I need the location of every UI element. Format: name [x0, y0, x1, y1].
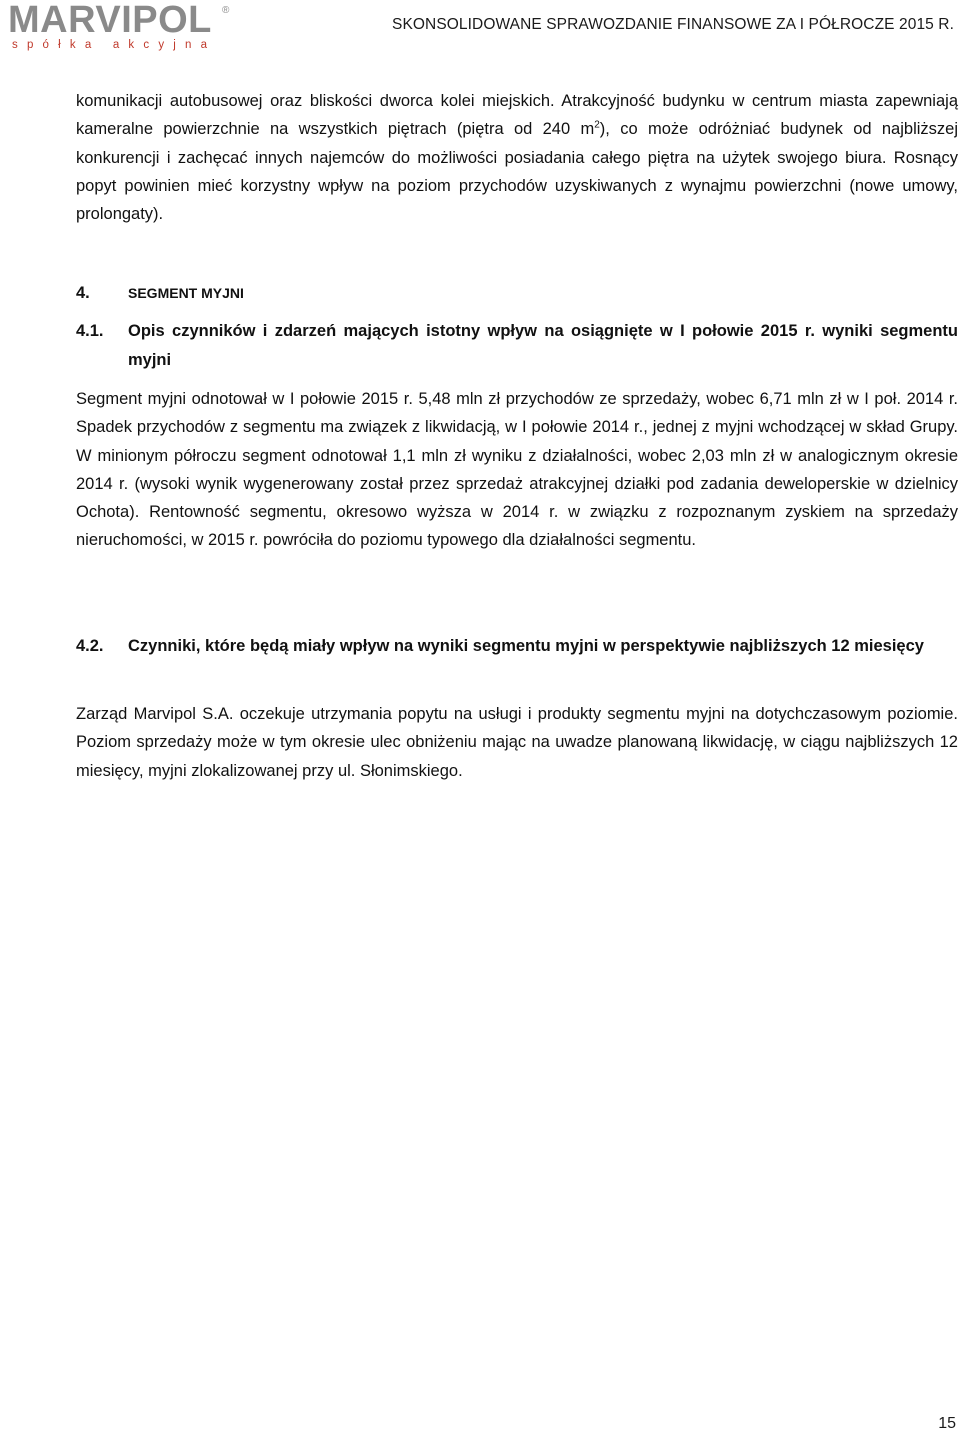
logo-tagline: spółka akcyjna — [12, 39, 217, 51]
section-4-1-body — [76, 385, 958, 555]
intro-paragraph — [76, 87, 958, 228]
section-4-number: 4. — [76, 284, 90, 302]
section-4-2-title: Czynniki, które będą miały wpływ na wyniki segmentu myjni w perspektywie najbliższych 12 miesięcy — [128, 637, 924, 655]
logo-wordmark: MARVIPOL — [8, 0, 212, 41]
logo-registered-mark: ® — [222, 5, 230, 16]
section-4-2-paragraph: Zarząd Marvipol S.A. oczekuje utrzymania popytu na usługi i produkty segmentu myjni na dotychczasowym poziomie. Poziom sprzedaży może w tym okresie ulec obniżeniu mając na uwadze planowaną likwidację, w ciągu najbliższych 12 miesięcy, myjni zlokalizowanej przy ul. Słonimskiego. — [76, 705, 958, 780]
section-4-1-heading — [76, 317, 958, 375]
section-4-heading — [76, 280, 244, 306]
page-number: 15 — [938, 1415, 956, 1432]
section-4-1-paragraph: Segment myjni odnotował w I połowie 2015 r. 5,48 mln zł przychodów ze sprzedaży, wobec 6,71 mln zł w I poł. 2014 r. Spadek przychodów z segmentu ma związek z likwidacją, w I połowie 2014 r., jednej z myjni wchodzącej w skład Grupy. W minionym półroczu segment odnotował 1,1 mln zł wyniku z działalności, wobec 2,03 mln zł w analogicznym okresie 2014 r. (wysoki wynik wygenerowany został przez sprzedaż atrakcyjnej działki pod zadania deweloperskie w dzielnicy Ochota). Rentowność segmentu, okresowo wyższa w 2014 r. w związku z rozpoznanym zyskiem na sprzedaży nieruchomości, w 2015 r. powróciła do poziomu typowego dla działalności segmentu. — [76, 390, 958, 550]
section-4-1-title: Opis czynników i zdarzeń mających istotny wpływ na osiągnięte w I połowie 2015 r. wyniki segmentu myjni — [128, 322, 958, 369]
section-4-title: SEGMENT MYJNI — [128, 285, 244, 301]
superscript-2: 2 — [594, 119, 600, 131]
report-title: SKONSOLIDOWANE SPRAWOZDANIE FINANSOWE ZA I PÓŁROCZE 2015 R. — [392, 16, 954, 33]
intro-text-start: komunikacji autobusowej oraz bliskości dworca kolei miejskich. Atrakcyjność budynku w centrum miasta zapewniają kameralne powierzchnie na wszystkich piętrach (piętra od 240 m — [76, 92, 958, 139]
marvipol-logo — [8, 2, 236, 54]
section-4-1-number: 4.1. — [76, 322, 104, 340]
section-4-2-heading — [76, 632, 958, 661]
intro-block — [76, 87, 958, 228]
section-4-2-number: 4.2. — [76, 637, 104, 655]
section-4-2-body — [76, 700, 958, 785]
intro-text-end: ), co może odróżniać budynek od najbliższej konkurencji i zachęcać innych najemców do możliwości posiadania całego piętra na użytek swojego biura. Rosnący popyt powinien mieć korzystny wpływ na poziom przychodów uzyskiwanych z wynajmu powierzchni (nowe umowy, prolongaty). — [76, 120, 958, 224]
page-header — [0, 0, 960, 60]
